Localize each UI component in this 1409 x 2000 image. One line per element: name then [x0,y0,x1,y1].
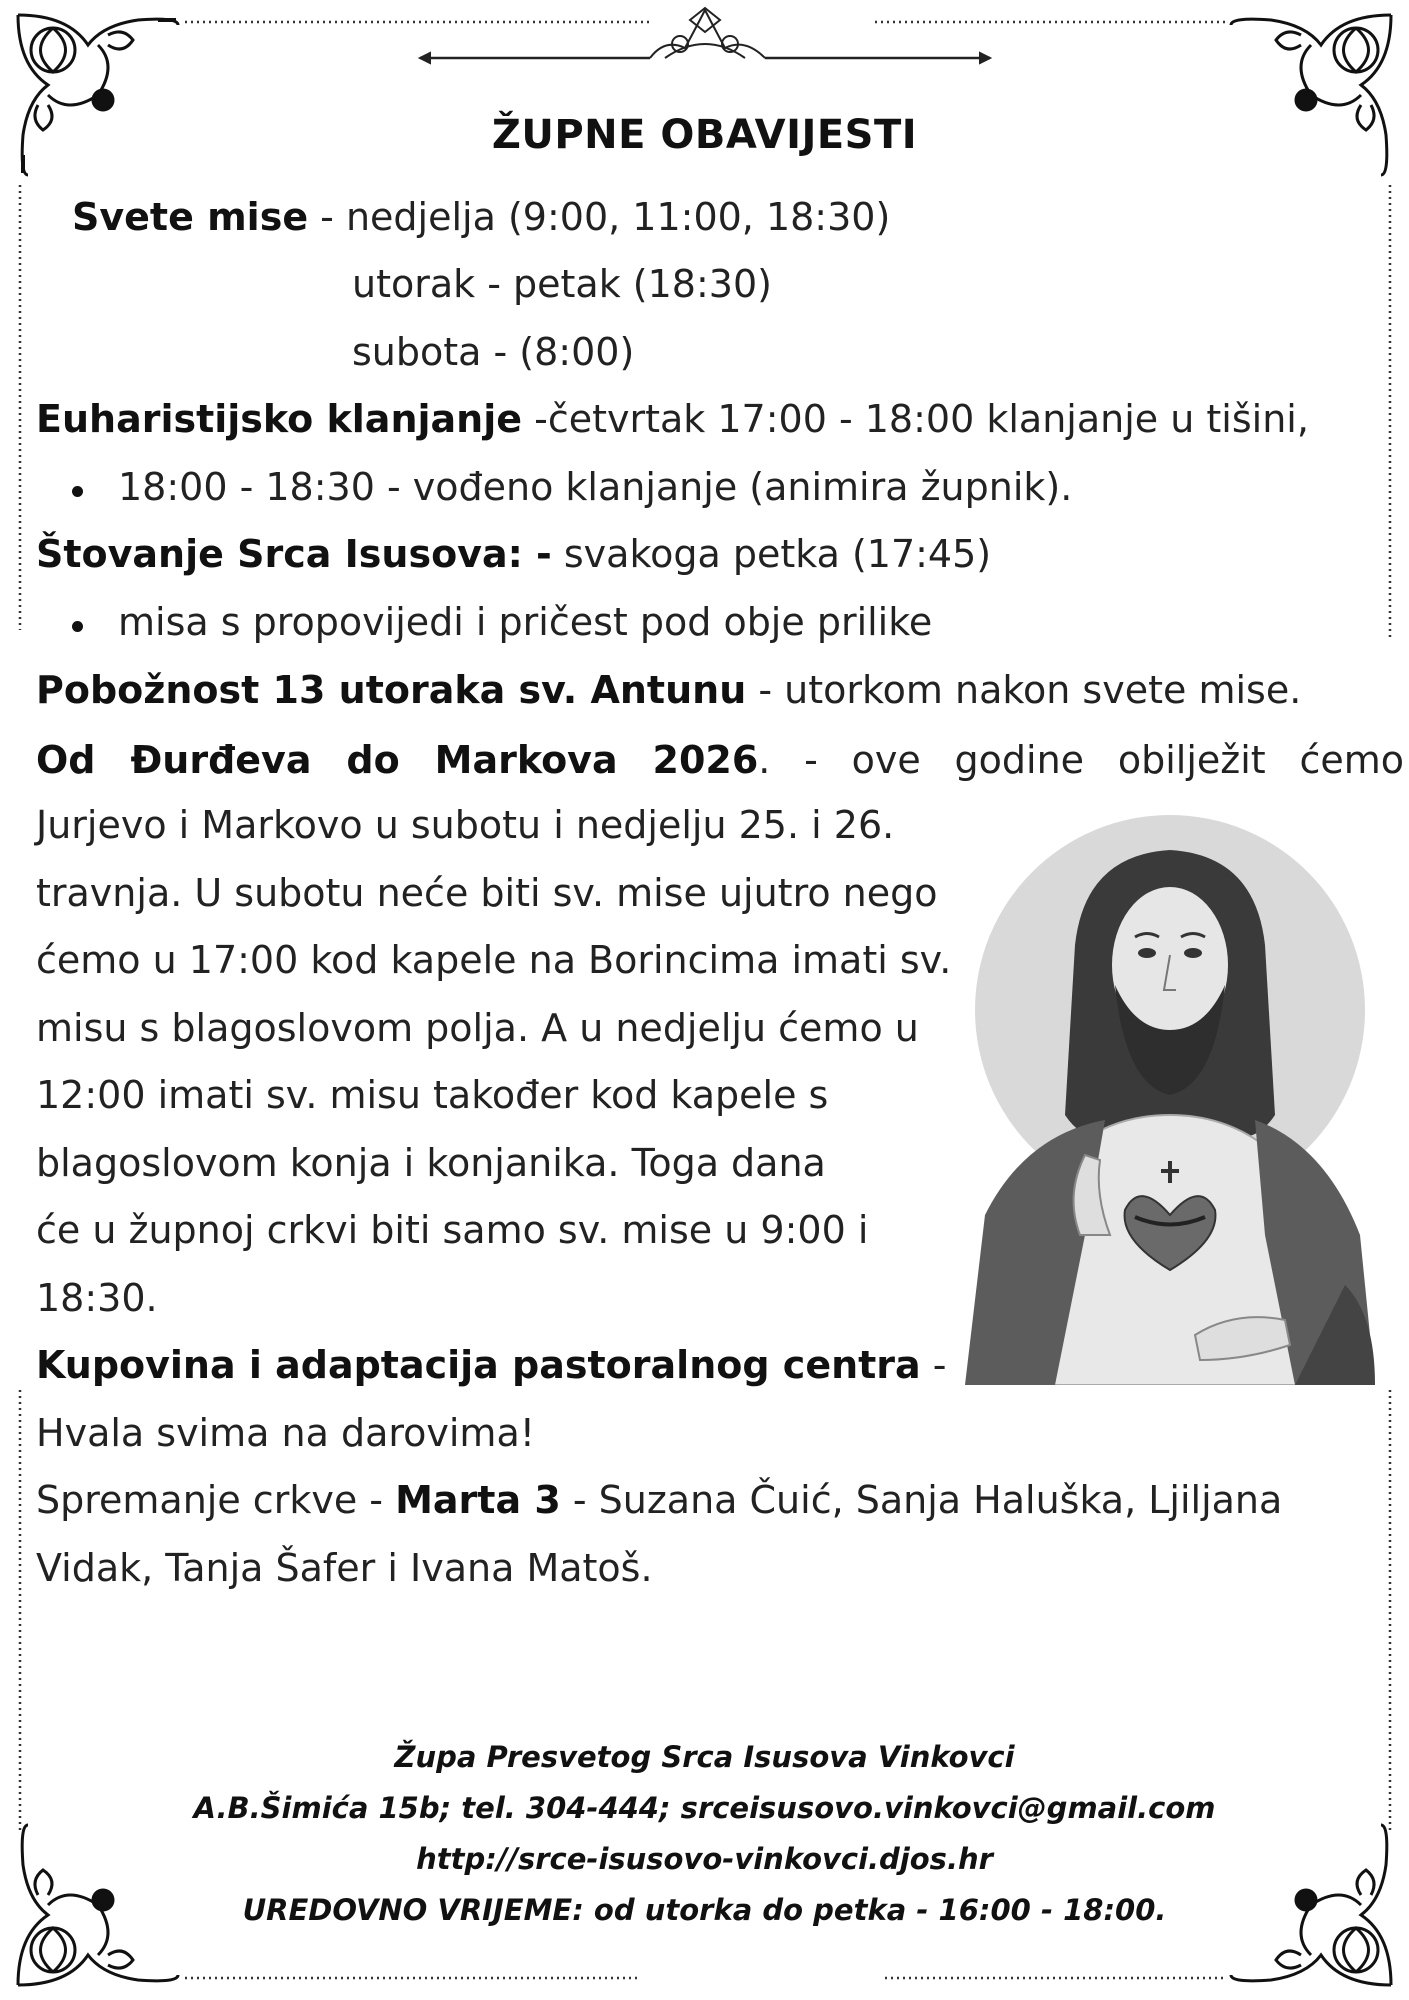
footer-parish-name: Župa Presvetog Srca Isusova Vinkovci [394,1740,1015,1774]
sacred-heart-bullet: misa s propovijedi i pričest pod obje prilike [118,600,933,644]
feast-line: ćemo u 17:00 kod kapele na Borincima imati sv. [36,938,952,982]
adoration-line [36,397,1309,441]
feast-line: blagoslovom konja i konjanika. Toga dana [36,1141,826,1185]
feast-line: Jurjevo i Markovo u subotu i nedjelju 25. i 26. [36,803,895,847]
masses-sunday: - nedjelja (9:00, 11:00, 18:30) [308,195,891,239]
masses-saturday: subota - (8:00) [352,330,635,374]
cleaning-text-1: Spremanje crkve - [36,1478,396,1522]
anthony-label: Pobožnost 13 utoraka sv. Antunu [36,668,747,712]
feast-line: travnja. U subotu neće biti sv. mise ujutro nego [36,871,938,915]
sacred-heart-image [965,815,1375,1385]
feast-line: 12:00 imati sv. misu također kod kapele s [36,1073,829,1117]
page-title: ŽUPNE OBAVIJESTI [491,112,918,158]
cleaning-text-2: - Suzana Čuić, Sanja Haluška, Ljiljana [560,1478,1283,1522]
adoration-text: -četvrtak 17:00 - 18:00 klanjanje u tišini, [522,397,1309,441]
pastoral-thanks: Hvala svima na darovima! [36,1411,535,1455]
feast-text-first: . - ove godine obilježit ćemo [758,738,1404,782]
anthony-line [36,668,1302,712]
feast-label: Od Đurđeva do Markova 2026 [36,738,759,782]
adoration-label: Euharistijsko klanjanje [36,397,523,441]
pastoral-label: Kupovina i adaptacija pastoralnog centra [36,1343,921,1387]
cleaning-label: Marta 3 [395,1478,561,1522]
sacred-heart-text: svakoga petka (17:45) [551,532,992,576]
sacred-heart-line [36,532,992,576]
masses-weekdays: utorak - petak (18:30) [352,262,772,306]
cleaning-names: Vidak, Tanja Šafer i Ivana Matoš. [36,1546,653,1590]
adoration-bullet: 18:00 - 18:30 - vođeno klanjanje (animira župnik). [118,465,1073,509]
anthony-text: - utorkom nakon svete mise. [746,668,1302,712]
feast-line-1 [36,738,1404,782]
footer-contact: A.B.Šimića 15b; tel. 304-444; srceisusovo.vinkovci@gmail.com [193,1791,1216,1825]
pastoral-line [36,1343,947,1387]
bullet-icon [72,621,83,632]
pastoral-text: - [920,1343,947,1387]
sacred-heart-label: Štovanje Srca Isusova: - [36,532,552,576]
masses-line-1 [72,195,891,239]
footer-website: http://srce-isusovo-vinkovci.djos.hr [416,1842,993,1876]
masses-label: Svete mise [72,195,309,239]
feast-line: će u župnoj crkvi biti samo sv. mise u 9:00 i [36,1208,869,1252]
cleaning-line [36,1478,1283,1522]
bullet-icon [72,486,83,497]
footer-office-hours: UREDOVNO VRIJEME: od utorka do petka - 16:00 - 18:00. [242,1893,1167,1927]
feast-line: 18:30. [36,1276,158,1320]
feast-line: misu s blagoslovom polja. A u nedjelju ćemo u [36,1006,919,1050]
ornament-top-center-icon [420,8,990,63]
